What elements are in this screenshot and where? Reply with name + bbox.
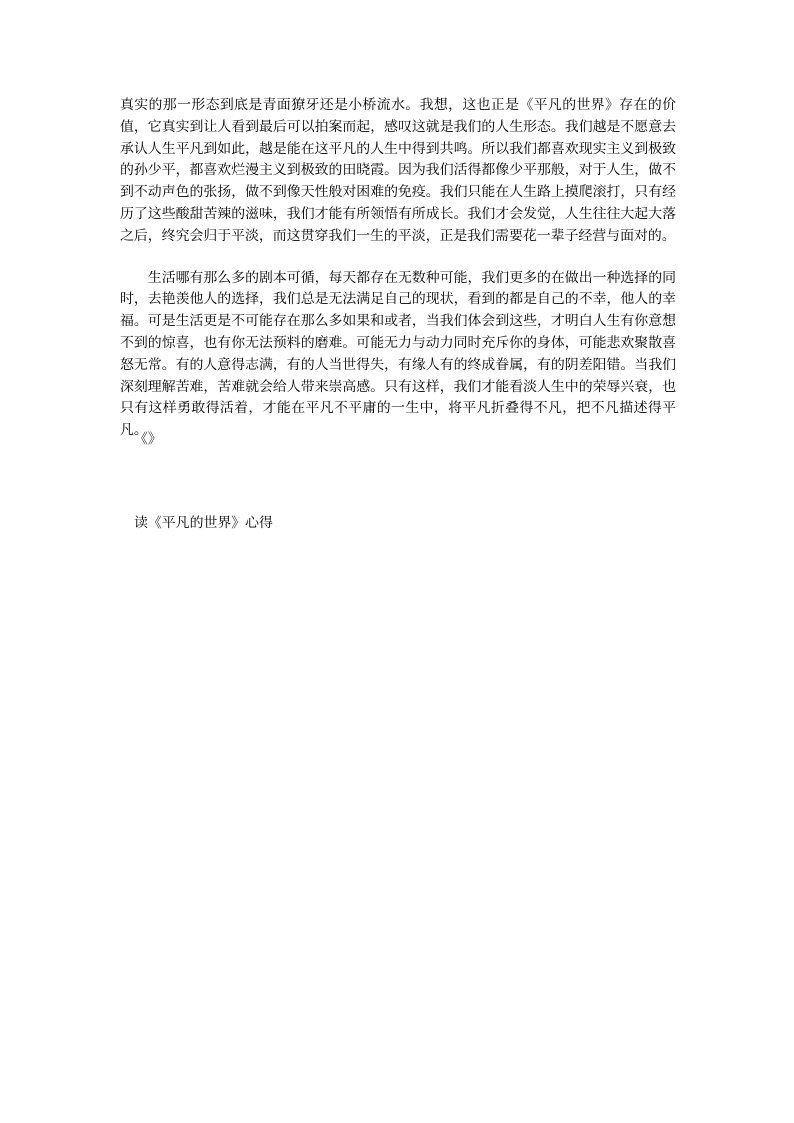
paragraph-1: 真实的那一形态到底是青面獠牙还是小桥流水。我想，这也正是《平凡的世界》存在的价值，它真实到让人看到最后可以拍案而起，感叹这就是我们的人生形态。我们越是不愿意去承认人生平凡到如此，越是能在这平凡的人生中得到共鸣。所以我们都喜欢现实主义到极致的孙少平，都喜欢烂漫主义到极致的田晓霞。因为我们活得都像少平那般，对于人生，做不到不动声色的张扬，做不到像天性般对困难的免疫。我们只能在人生路上摸爬滚打，只有经历了这些酸甜苦辣的滋味，我们才能有所领悟有所成长。我们才会发觉，人生往往大起大落之后，终究会归于平淡，而这贯穿我们一生的平淡，正是我们需要花一辈子经营与面对的。	[120, 97, 676, 244]
essay-title-line: 读《平凡的世界》心得	[134, 515, 273, 531]
paragraph-2: 生活哪有那么多的剧本可循，每天都存在无数种可能，我们更多的在做出一种选择的同时，去艳羡他人的选择，我们总是无法满足自己的现状，看到的都是自己的不幸，他人的幸福。可是生活更是不可能存在那么多如果和或者，当我们体会到这些，才明白人生有你意想不到的惊喜，也有你无法预料的磨难。可能无力与动力同时充斥你的身体，可能悲欢聚散喜怒无常。有的人意得志满，有的人当世得失，有缘人有的终成眷属，有的阴差阳错。当我们深刻理解苦难，苦难就会给人带来崇高感。只有这样，我们才能看淡人生中的荣辱兴衰，也只有这样勇敢得活着，才能在平凡不平庸的一生中，将平凡折叠得不凡，把不凡描述得平凡。	[120, 269, 676, 439]
document-body	[120, 95, 676, 442]
empty-title-brackets: 《》	[134, 431, 162, 447]
